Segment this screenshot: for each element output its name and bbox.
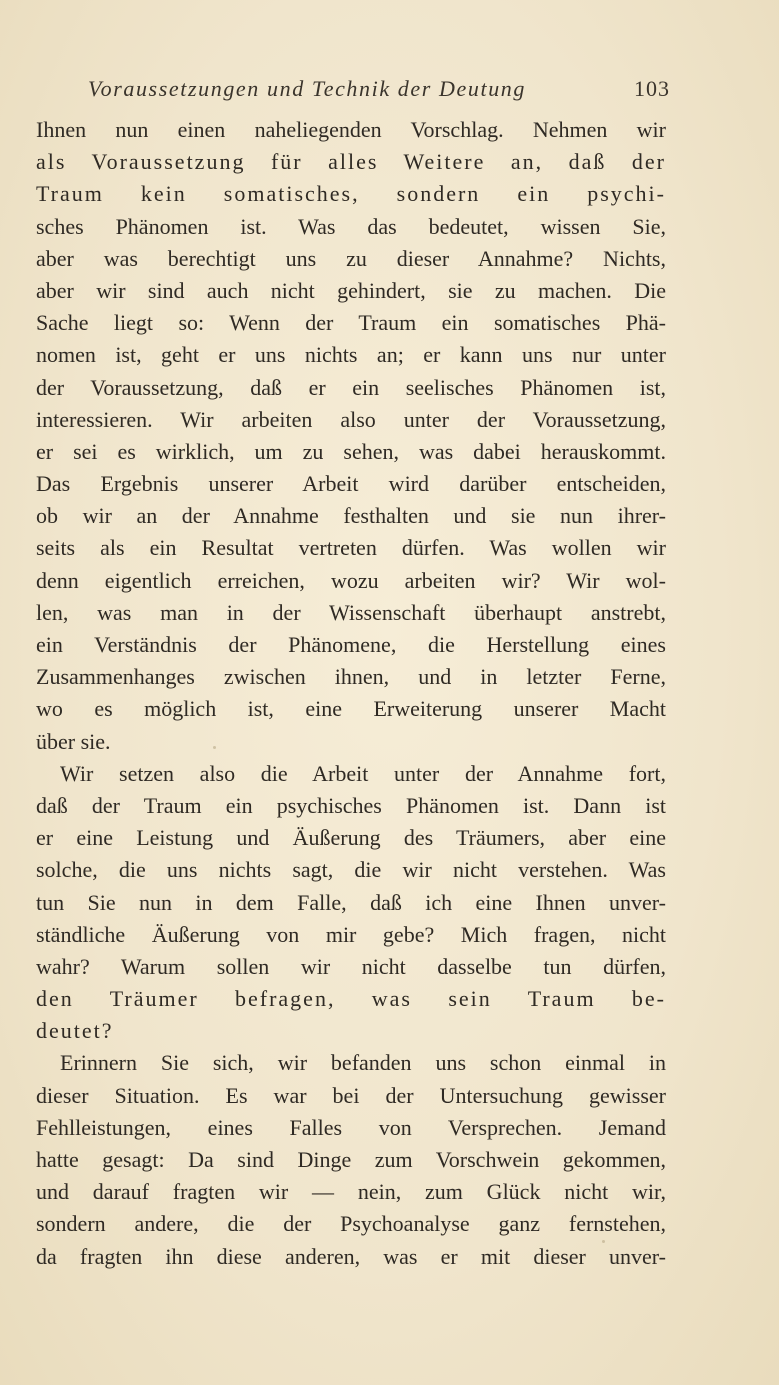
text-line: da fragten ihn diese anderen, was er mit dieser unver- [36,1243,666,1269]
text-line: dieser Situation. Es war bei der Untersuchung gewisser [36,1082,666,1108]
running-title: Voraussetzungen und Technik der Deutung [88,76,527,101]
text-line: Ihnen nun einen naheliegenden Vorschlag. Nehmen wir [36,117,666,142]
text-line: und darauf fragten wir — nein, zum Glück nicht wir, [36,1179,666,1205]
text-line: der Voraussetzung, daß er ein seelisches Phänomen ist, [36,374,666,400]
running-head [88,74,670,108]
text-line: ein Verständnis der Phänomene, die Herstellung eines [36,632,666,657]
text-line: aber was berechtigt uns zu dieser Annahme? Nichts, [36,245,666,271]
body-text [36,114,666,1273]
paragraph-end-line: über sie. [36,728,111,754]
paragraph-start-line: Wir setzen also die Arbeit unter der Annahme fort, [60,760,666,786]
text-line: denn eigentlich erreichen, wozu arbeiten wir? Wir wol- [36,567,666,593]
text-line: len, was man in der Wissenschaft überhaupt anstrebt, [36,599,666,625]
page-number: 103 [634,76,670,101]
text-line: sondern andere, die der Psychoanalyse ganz fernstehen, [36,1211,666,1237]
text-line: wo es möglich ist, eine Erweiterung unserer Macht [36,696,666,722]
text-line: daß der Traum ein psychisches Phänomen ist. Dann ist [36,792,666,818]
text-line: ob wir an der Annahme festhalten und sie nun ihrer- [36,503,666,529]
paper-speck [602,1240,605,1243]
text-line: ständliche Äußerung von mir gebe? Mich fragen, nicht [36,921,666,947]
text-line: hatte gesagt: Da sind Dinge zum Vorschwein gekommen, [36,1147,666,1172]
text-line: Sache liegt so: Wenn der Traum ein somatisches Phä- [36,310,666,336]
text-line: tun Sie nun in dem Falle, daß ich eine Ihnen unver- [36,889,666,915]
paper-speck [213,746,216,749]
paragraph-start-line: Erinnern Sie sich, wir befanden uns schon einmal in [60,1050,666,1076]
text-line: solche, die uns nichts sagt, die wir nicht verstehen. Was [36,857,666,883]
text-line: wahr? Warum sollen wir nicht dasselbe tun dürfen, [36,953,666,979]
text-line: als Voraussetzung für alles Weitere an, daß der [36,149,666,175]
text-line: Das Ergebnis unserer Arbeit wird darüber entscheiden, [36,471,666,497]
text-line: seits als ein Resultat vertreten dürfen. Was wollen wir [36,535,666,561]
text-line: den Träumer befragen, was sein Traum be- [36,986,666,1012]
text-line: Fehlleistungen, eines Falles von Versprechen. Jemand [36,1114,666,1140]
paragraph-end-line: deutet? [36,1018,114,1044]
text-line: er eine Leistung und Äußerung des Träumers, aber eine [36,825,666,851]
text-line: Zusammenhanges zwischen ihnen, und in letzter Ferne, [36,664,666,690]
text-line: interessieren. Wir arbeiten also unter der Voraussetzung, [36,406,666,432]
text-line: er sei es wirklich, um zu sehen, was dabei herauskommt. [36,438,666,464]
text-line: Traum kein somatisches, sondern ein psychi- [36,181,666,207]
text-line: aber wir sind auch nicht gehindert, sie zu machen. Die [36,277,666,303]
text-line: nomen ist, geht er uns nichts an; er kann uns nur unter [36,342,666,368]
text-line: sches Phänomen ist. Was das bedeutet, wissen Sie, [36,213,666,239]
